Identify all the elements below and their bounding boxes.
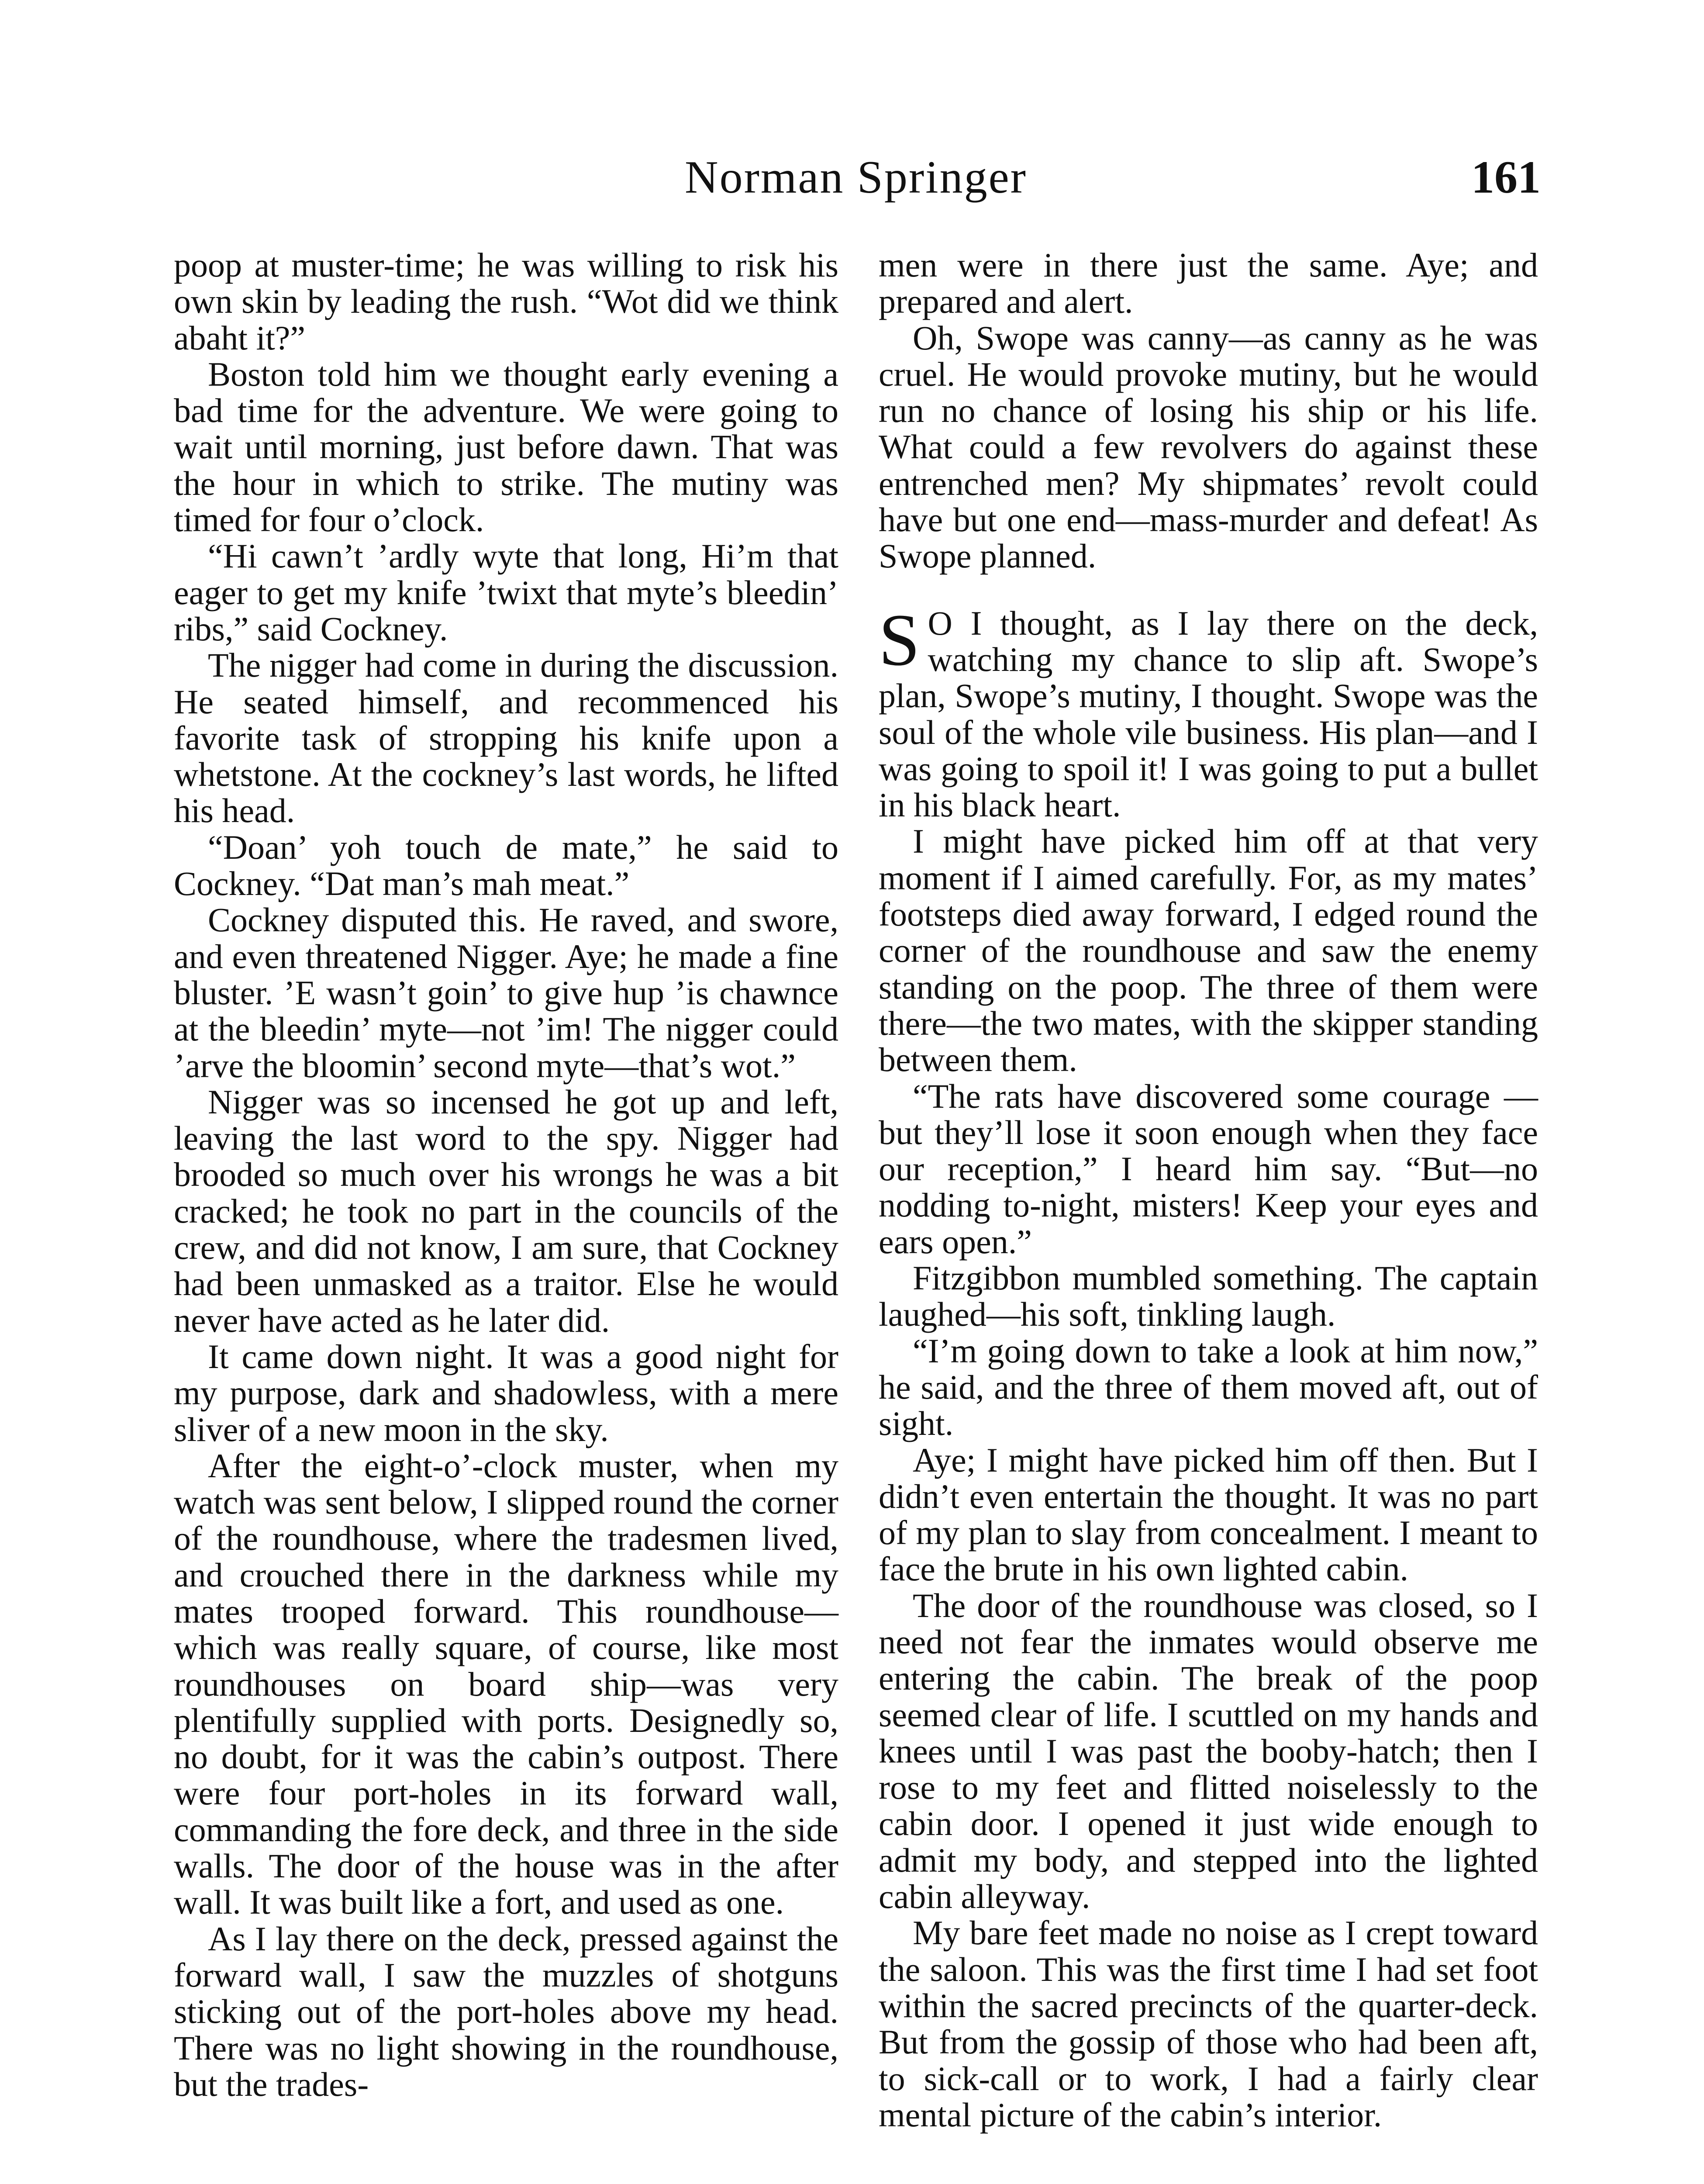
paragraph: Cockney disputed this. He raved, and swore, and even threatened Nigger. Aye; he made a fine bluster. ’E wasn’t goin’ to give hup ’is chawnce at the bleedin’ myte—not ’im! The nigger could ’arve the bloomin’ second myte—that’s wot.” xyxy=(174,901,838,1085)
paragraph: It came down night. It was a good night for my purpose, dark and shadowless, with a mere sliver of a new moon in the sky. xyxy=(174,1337,838,1448)
drop-cap-paragraph xyxy=(879,598,1538,824)
paragraph: Fitzgibbon mumbled something. The captain laughed—his soft, tinkling laugh. xyxy=(879,1259,1538,1334)
paragraph: As I lay there on the deck, pressed against the forward wall, I saw the muzzles of shotguns sticking out of the port-holes above my head. There was no light showing in the roundhouse, but the trades- xyxy=(174,1919,838,2103)
paragraph: men were in there just the same. Aye; and prepared and alert. xyxy=(879,246,1538,321)
paragraph: poop at muster-time; he was willing to risk his own skin by leading the rush. “Wot did we think abaht it?” xyxy=(174,246,838,357)
paragraph: Aye; I might have picked him off then. But I didn’t even entertain the thought. It was no part of my plan to slay from concealment. I meant to face the brute in his own lighted cabin. xyxy=(879,1441,1538,1588)
paragraph: “The rats have discovered some courage —but they’ll lose it soon enough when they face our reception,” I heard him say. “But—no nodding to-night, misters! Keep your eyes and ears open.” xyxy=(879,1077,1538,1261)
drop-cap-text: O I thought, as I lay there on the deck, watching my chance to slip aft. Swope’s plan, Swope’s mutiny, I thought. Swope was the soul of the whole vile business. His plan—and I was going to spoil it! I was going to put a bullet in his black heart. xyxy=(879,604,1538,824)
page-number: 161 xyxy=(1471,152,1541,203)
paragraph: Nigger was so incensed he got up and left, leaving the last word to the spy. Nigger had brooded so much over his wrongs he was a bit cracked; he took no part in the councils of the crew, and did not know, I am sure, that Cockney had been unmasked as a traitor. Else he would never have acted as he later did. xyxy=(174,1082,838,1339)
paragraph: “Hi cawn’t ’ardly wyte that long, Hi’m that eager to get my knife ’twixt that myte’s bleedin’ ribs,” said Cockney. xyxy=(174,537,838,648)
left-column xyxy=(174,247,838,2102)
paragraph: My bare feet made no noise as I crept toward the saloon. This was the first time I had set foot within the sacred precincts of the quarter-deck. But from the gossip of those who had been aft, to sick-call or to work, I had a fairly clear mental picture of the cabin’s interior. xyxy=(879,1914,1538,2134)
running-header xyxy=(0,151,1704,216)
paragraph: The nigger had come in during the discussion. He seated himself, and recommenced his favorite task of stropping his knife upon a whetstone. At the cockney’s last words, he lifted his head. xyxy=(174,646,838,830)
right-column xyxy=(879,247,1538,2133)
paragraph: Oh, Swope was canny—as canny as he was cruel. He would provoke mutiny, but he would run no chance of losing his ship or his life. What could a few revolvers do against these entrenched men? My shipmates’ revolt could have but one end—mass-murder and defeat! As Swope planned. xyxy=(879,318,1538,575)
running-head-author: Norman Springer xyxy=(685,152,1027,203)
paragraph: “I’m going down to take a look at him now,” he said, and the three of them moved aft, out of sight. xyxy=(879,1331,1538,1443)
paragraph: I might have picked him off at that very moment if I aimed carefully. For, as my mates’ footsteps died away forward, I edged round the corner of the roundhouse and saw the enemy standing on the poop. The three of them were there—the two mates, with the skipper standing between them. xyxy=(879,822,1538,1079)
paragraph: “Doan’ yoh touch de mate,” he said to Cockney. “Dat man’s mah meat.” xyxy=(174,828,838,903)
paragraph: The door of the roundhouse was closed, so I need not fear the inmates would observe me entering the cabin. The break of the poop seemed clear of life. I scuttled on my hands and knees until I was past the booby-hatch; then I rose to my feet and flitted noiselessly to the cabin door. I opened it just wide enough to admit my body, and stepped into the lighted cabin alleyway. xyxy=(879,1586,1538,1916)
paragraph: After the eight-o’-clock muster, when my watch was sent below, I slipped round the corner of the roundhouse, where the tradesmen lived, and crouched there in the darkness while my mates trooped forward. This roundhouse—which was really square, of course, like most roundhouses on board ship—was very plentifully supplied with ports. Designedly so, no doubt, for it was the cabin’s outpost. There were four port-holes in its forward wall, commanding the fore deck, and three in the side walls. The door of the house was in the after wall. It was built like a fort, and used as one. xyxy=(174,1446,838,1921)
paragraph: Boston told him we thought early evening a bad time for the adventure. We were going to wait until morning, just before dawn. That was the hour in which to strike. The mutiny was timed for four o’clock. xyxy=(174,355,838,539)
drop-cap: S xyxy=(879,598,920,681)
